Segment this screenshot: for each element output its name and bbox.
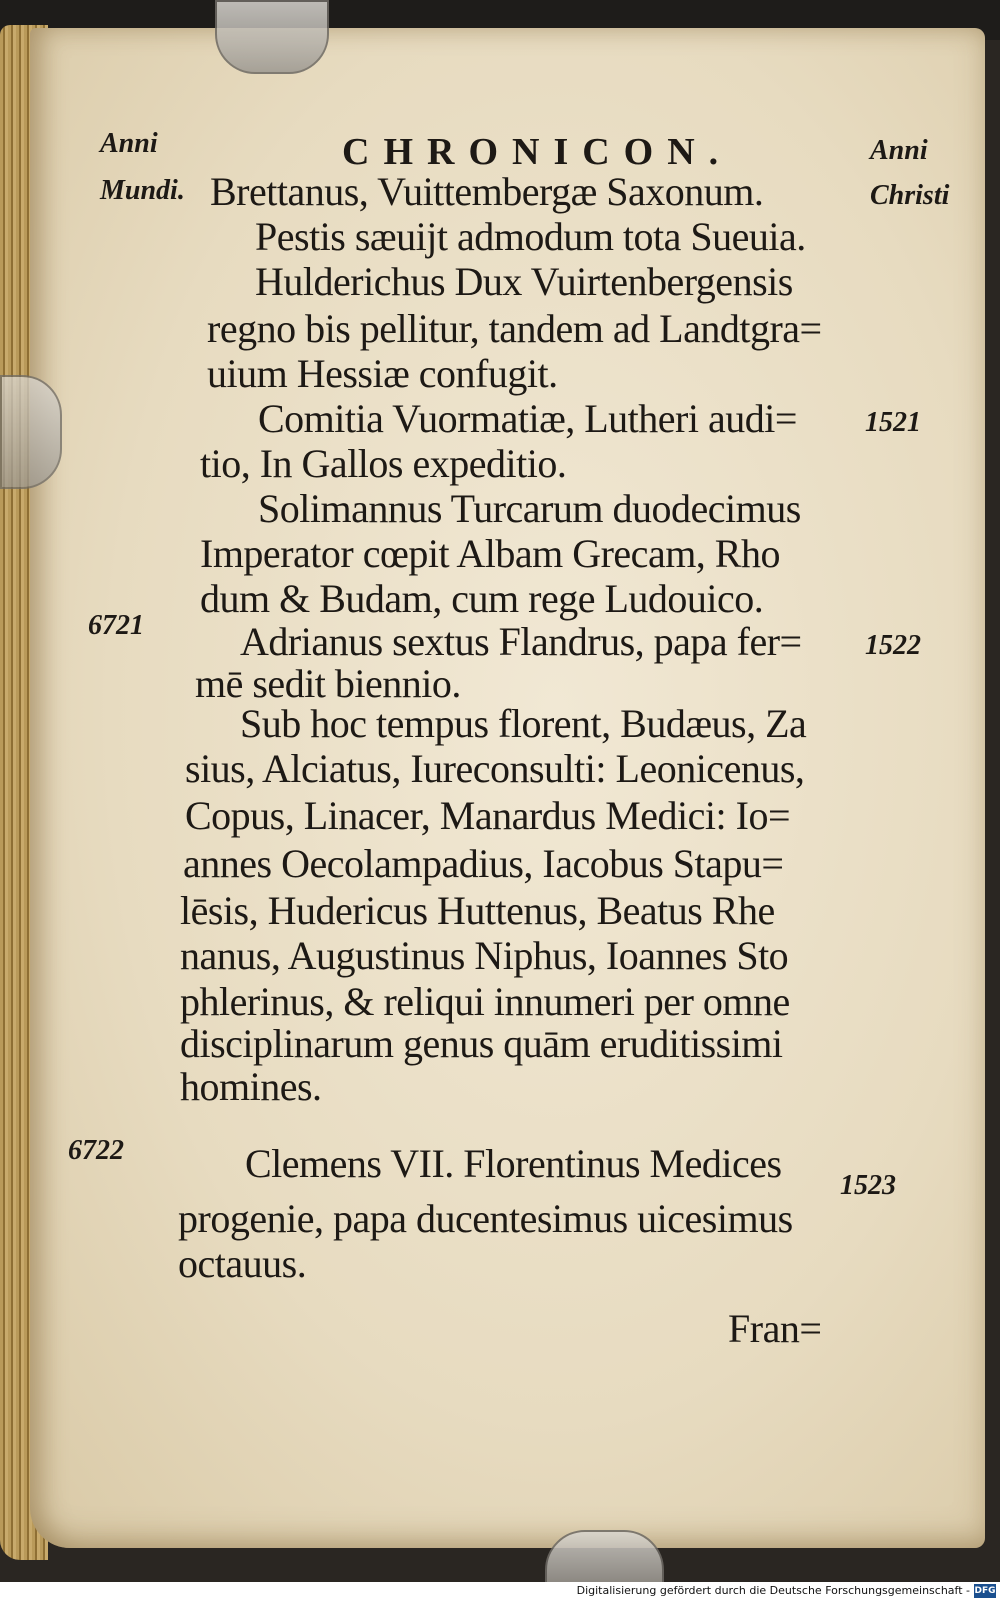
right-margin-label-anni: Anni (870, 135, 928, 166)
body-line: uium Hessiæ confugit. (207, 351, 558, 396)
body-line: Pestis sæuijt admodum tota Sueuia. (255, 214, 806, 259)
body-line: Copus, Linacer, Manardus Medici: Io= (185, 793, 791, 838)
margin-year-mundi: 6722 (68, 1135, 124, 1166)
body-line: Comitia Vuormatiæ, Lutheri audi= (258, 396, 797, 441)
body-line: disciplinarum genus quām eruditissimi (180, 1021, 783, 1066)
left-margin-label-mundi: Mundi. (100, 175, 185, 206)
body-line: sius, Alciatus, Iureconsulti: Leonicenus, (185, 746, 805, 791)
body-line: Sub hoc tempus florent, Budæus, Za (240, 701, 807, 746)
body-line: nanus, Augustinus Niphus, Ioannes Sto (180, 933, 789, 978)
digitization-credit: Digitalisierung gefördert durch die Deutsche Forschungsgemeinschaft - (576, 1584, 970, 1597)
body-line: lēsis, Hudericus Huttenus, Beatus Rhe (180, 888, 775, 933)
body-line: Brettanus, Vuittembergæ Saxonum. (210, 169, 764, 214)
margin-year-mundi: 6721 (88, 610, 144, 641)
body-line: Solimannus Turcarum duodecimus (258, 486, 801, 531)
body-line: tio, In Gallos expeditio. (200, 441, 567, 486)
body-line: octauus. (178, 1241, 307, 1286)
body-line: phlerinus, & reliqui innumeri per omne (180, 979, 790, 1024)
page-holder-clip-top (215, 0, 329, 74)
right-margin-label-christi: Christi (870, 180, 950, 211)
running-title: CHRONICON. (342, 131, 733, 173)
page-holder-clip-bottom (545, 1530, 664, 1586)
body-line: progenie, papa ducentesimus uicesimus (178, 1196, 793, 1241)
body-line: regno bis pellitur, tandem ad Landtgra= (207, 306, 822, 351)
body-line: homines. (180, 1064, 322, 1109)
body-line: Hulderichus Dux Vuirtenbergensis (255, 259, 793, 304)
body-line: dum & Budam, cum rege Ludouico. (200, 576, 764, 621)
body-line: annes Oecolampadius, Iacobus Stapu= (183, 841, 784, 886)
left-margin-label-anni: Anni (100, 128, 158, 159)
dfg-logo: DFG (974, 1586, 996, 1596)
margin-year-christi: 1521 (865, 407, 921, 438)
catchword: Fran= (728, 1306, 822, 1351)
body-line: Imperator cœpit Albam Grecam, Rho (200, 531, 780, 576)
page-holder-clip-left (0, 375, 62, 489)
body-line: Adrianus sextus Flandrus, papa fer= (240, 619, 802, 664)
margin-year-christi: 1523 (840, 1170, 896, 1201)
body-line: mē sedit biennio. (195, 661, 461, 706)
margin-year-christi: 1522 (865, 630, 921, 661)
body-line: Clemens VII. Florentinus Medices (245, 1141, 782, 1186)
